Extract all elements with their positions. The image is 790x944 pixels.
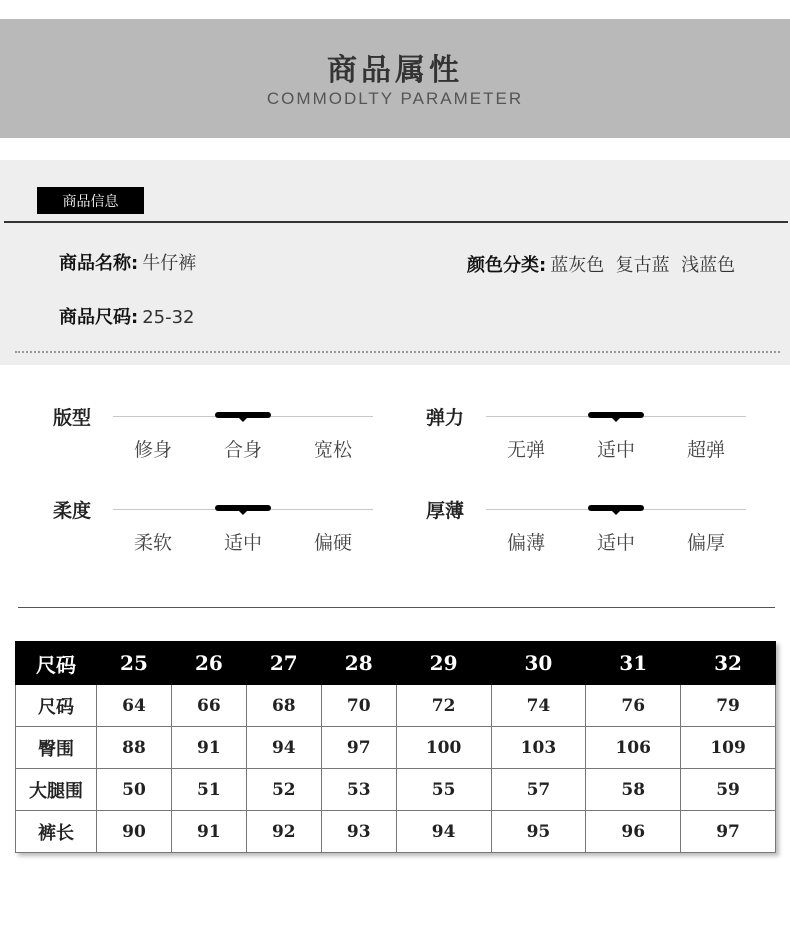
table-cell: 91 — [171, 811, 246, 853]
info-dotted-divider — [15, 351, 780, 353]
table-cell: 100 — [396, 727, 491, 769]
table-cell: 109 — [681, 727, 776, 769]
table-cell: 52 — [246, 769, 321, 811]
table-cell: 70 — [321, 685, 396, 727]
table-cell: 72 — [396, 685, 491, 727]
table-cell: 55 — [396, 769, 491, 811]
color-value: 蓝灰色 复古蓝 浅蓝色 — [550, 255, 736, 276]
section-divider — [18, 607, 775, 608]
size-header-cell: 27 — [246, 642, 321, 685]
table-cell: 76 — [586, 685, 681, 727]
size-header-cell: 30 — [491, 642, 586, 685]
row-header: 尺码 — [16, 685, 97, 727]
size-header-cell: 31 — [586, 642, 681, 685]
table-cell: 53 — [321, 769, 396, 811]
table-cell: 66 — [171, 685, 246, 727]
table-cell: 57 — [491, 769, 586, 811]
table-cell: 91 — [171, 727, 246, 769]
table-cell: 92 — [246, 811, 321, 853]
attribute-option: 偏薄 — [506, 532, 545, 554]
attribute-option: 合身 — [223, 439, 262, 461]
product-name-label: 商品名称: — [59, 253, 139, 274]
table-cell: 106 — [586, 727, 681, 769]
size-header-cell: 28 — [321, 642, 396, 685]
info-badge: 商品信息 — [37, 187, 144, 214]
page-subtitle: COMMODLTY PARAMETER — [266, 89, 524, 108]
table-cell: 95 — [491, 811, 586, 853]
size-header-label: 尺码 — [16, 642, 97, 685]
product-name-value: 牛仔裤 — [142, 253, 197, 274]
table-cell: 97 — [681, 811, 776, 853]
attribute-marker — [215, 412, 271, 418]
attribute-name: 柔度 — [53, 500, 92, 522]
table-cell: 79 — [681, 685, 776, 727]
product-name-row — [59, 249, 196, 275]
product-info-panel — [0, 160, 790, 365]
table-cell: 58 — [586, 769, 681, 811]
attribute-option: 宽松 — [313, 439, 352, 461]
color-row — [467, 251, 735, 277]
table-cell: 51 — [171, 769, 246, 811]
size-range-label: 商品尺码: — [59, 307, 139, 328]
size-range-row — [59, 303, 195, 329]
size-table-header — [16, 642, 776, 685]
size-header-cell: 26 — [171, 642, 246, 685]
table-row — [16, 769, 776, 811]
size-range-value: 25-32 — [142, 307, 195, 328]
table-cell: 64 — [97, 685, 172, 727]
page-title: 商品属性 — [327, 53, 463, 88]
table-cell: 97 — [321, 727, 396, 769]
table-row — [16, 811, 776, 853]
attribute-option: 修身 — [133, 439, 172, 461]
table-cell: 94 — [396, 811, 491, 853]
attribute-marker — [588, 412, 644, 418]
row-header: 大腿围 — [16, 769, 97, 811]
info-divider — [4, 221, 788, 223]
attribute-option: 适中 — [596, 532, 635, 554]
attribute-scale — [53, 496, 413, 556]
attribute-scale — [53, 403, 413, 463]
attribute-name: 厚薄 — [426, 500, 465, 522]
row-header: 臀围 — [16, 727, 97, 769]
table-cell: 94 — [246, 727, 321, 769]
size-header-cell: 25 — [97, 642, 172, 685]
attribute-option: 柔软 — [133, 532, 172, 554]
row-header: 裤长 — [16, 811, 97, 853]
attribute-scale — [426, 496, 786, 556]
attribute-option: 无弹 — [506, 439, 545, 461]
table-cell: 93 — [321, 811, 396, 853]
attribute-option: 偏硬 — [313, 532, 352, 554]
table-cell: 90 — [97, 811, 172, 853]
attribute-name: 版型 — [53, 407, 92, 429]
table-cell: 96 — [586, 811, 681, 853]
table-row — [16, 685, 776, 727]
table-cell: 50 — [97, 769, 172, 811]
attribute-option: 适中 — [223, 532, 262, 554]
attribute-option: 适中 — [596, 439, 635, 461]
size-header-cell: 29 — [396, 642, 491, 685]
table-cell: 59 — [681, 769, 776, 811]
table-row — [16, 727, 776, 769]
attribute-marker — [588, 505, 644, 511]
attribute-marker — [215, 505, 271, 511]
table-cell: 68 — [246, 685, 321, 727]
table-cell: 103 — [491, 727, 586, 769]
attribute-option: 超弹 — [686, 439, 725, 461]
table-cell: 88 — [97, 727, 172, 769]
attribute-option: 偏厚 — [686, 532, 725, 554]
size-table — [15, 641, 776, 853]
size-header-cell: 32 — [681, 642, 776, 685]
table-cell: 74 — [491, 685, 586, 727]
header-banner — [0, 19, 790, 138]
color-label: 颜色分类: — [467, 255, 547, 276]
attribute-scale — [426, 403, 786, 463]
attribute-name: 弹力 — [426, 407, 465, 429]
